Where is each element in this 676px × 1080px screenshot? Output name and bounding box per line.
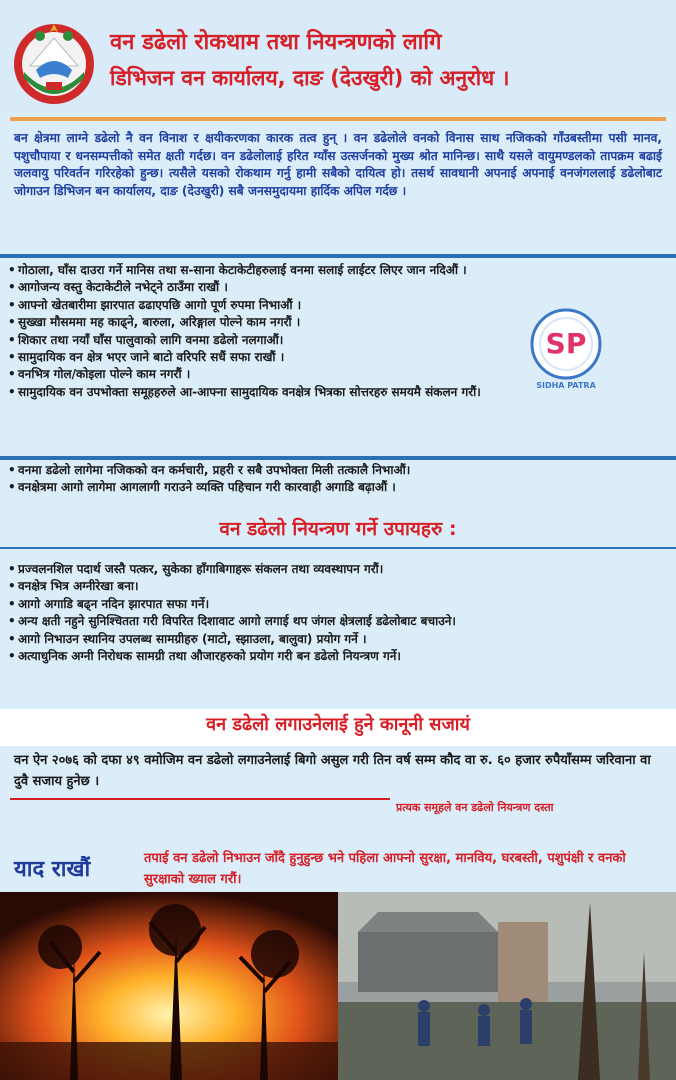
list-item: • शिकार तथा नयाँ घाँस पालुवाको लागि वनमा डढेलो नलगाऔं।: [8, 332, 662, 349]
law-title: वन डढेलो लगाउनेलाई हुने कानूनी सजायं: [206, 714, 470, 735]
divider: [10, 798, 390, 800]
divider: [0, 456, 676, 460]
page-subtitle: डिभिजन वन कार्यालय, दाङ (देउखुरी) को अनुरोध ।: [110, 66, 510, 90]
list-item: • अत्याधुनिक अग्नी निरोधक सामग्री तथा औजारहरुको प्रयोग गरी बन डढेलो नियन्त्रण गर्ने।: [8, 648, 662, 665]
list-item: • वनक्षेत्र भित्र अग्नीरेखा बना।: [8, 578, 662, 595]
list-item: • आगो निभाउन स्थानिय उपलब्ध सामग्रीहरु (माटो, स्झाउला, बालुवा) प्रयोग गर्ने ।: [8, 631, 662, 648]
list-item: • आगोजन्य वस्तु केटाकेटीले नभेट्ने ठाउँमा राखौं ।: [8, 279, 662, 296]
law-text: वन ऐन २०७६ को दफा ४९ वमोजिम वन डढेलो लगाउनेलाई बिगो असुल गरी तिन वर्ष सम्म कौद वा रु. ६० हजार रुपैयाँसम्म जरिवाना वा दुवै सजाय हुनेछ ।: [14, 753, 651, 789]
list-item: • वनमा डढेलो लागेमा नजिकको वन कर्मचारी, प्रहरी र सबै उपभोक्ता मिली तत्कालै निभाऔं।: [8, 462, 662, 479]
list-item: • प्रज्वलनशिल पदार्थ जस्तै पत्कर, सुकेका हाँगाबिगाहरू संकलन तथा व्यवस्थापन गरौं।: [8, 561, 662, 578]
list-item: • सामुदायिक वन उपभोक्ता समूहहरुले आ-आफ्ना सामुदायिक वनक्षेत्र भित्रका सोत्तरहरु समयमै संकलन गरौं।: [8, 384, 662, 401]
firefighters-photo: [338, 892, 676, 1080]
divider: [10, 117, 666, 121]
page-title: वन डढेलो रोकथाम तथा नियन्त्रणको लागि: [110, 30, 442, 55]
measures-title: वन डढेलो नियन्त्रण गर्ने उपायहरु :: [219, 518, 457, 540]
list-item: • अन्य क्षती नहुने सुनिश्चितता गरी विपरित दिशावाट आगो लगाई थप जंगल क्षेत्रलाई डढेलोबाट बचाउने।: [8, 613, 662, 630]
nepal-emblem-icon: [10, 18, 98, 106]
sidha-patra-logo: [520, 300, 612, 392]
list-item: • वनक्षेत्रमा आगो लागेमा आगलागी गराउने व्यक्ति पहिचान गरी कारवाही अगाडि बढ़ाऔं ।: [8, 479, 662, 496]
measures-list: [8, 561, 662, 665]
logo-name: SIDHA PATRA: [536, 381, 596, 390]
list-item: • सामुदायिक वन क्षेत्र भएर जाने बाटो वरिपरि सधैं सफा राखौं ।: [8, 349, 662, 366]
list-item: • गोठाला, घाँस दाउरा गर्ने मानिस तथा स-साना केटाकेटीहरुलाई वनमा सलाई लाईटर लिएर जान नदिऔं ।: [8, 262, 662, 279]
forest-fire-photo: [0, 892, 338, 1080]
divider: [0, 254, 676, 258]
list-item: • वनभित्र गोल/कोइला पोल्ने काम नगरौं ।: [8, 366, 662, 383]
divider: [0, 547, 676, 549]
intro-paragraph: बन क्षेत्रमा लाग्ने डढेलो नै वन विनाश र क्षयीकरणका कारक तत्व हुन् । वन डढेलोले वनको विनास साथ नजिकको गाँउबस्तीमा पसी मानव, पशुचौपाया र धनसम्पत्तीको समेत क्षती गर्दछ। वन डढेलोलाई हरित ग्याँस उत्सर्जनको मुख्य श्रोत मानिन्छ। साथै यसले वायुमण्डलको तापक्रम बढाई जलवायु परिवर्तन गरिरहेको हुन्छ। त्यसैले यसको रोकथाम गर्नु हामी सबैको दायित्व हो। तसर्थ सावधानी अपनाई अपनाई वनजंगललाई डढेलोबाट जोगाउन डिभिजन बन कार्यालय, दाङ (देउखुरी) सबै जनसमुदायमा हार्दिक अपिल गर्दछ ।: [14, 131, 662, 198]
list-item: • आफ्नो खेतबारीमा झारपात ढढाएपछि आगो पूर्ण रुपमा निभाऔं ।: [8, 297, 662, 314]
remember-label: याद राखौं: [14, 857, 91, 882]
logo-initials: SP: [545, 327, 587, 360]
remember-text: तपाई वन डढेलो निभाउन जाँदै हुनुहुन्छ भने पहिला आफ्नो सुरक्षा, मानविय, घरबस्ती, पशुपंक्षी र वनको सुरक्षाको ख्याल गरौं।: [144, 851, 626, 887]
list-item: • सुख्खा मौसममा मह काढ्ने, बारुला, अरिङ्गाल पोल्ने काम नगरौं ।: [8, 314, 662, 331]
list-item: • आगो अगाडि बढ्न नदिन झारपात सफा गर्ने।: [8, 596, 662, 613]
slogan: प्रत्यक समूहले वन डढेलो नियन्त्रण दस्ता: [396, 801, 554, 814]
header: [0, 0, 676, 112]
response-list: [8, 462, 662, 497]
